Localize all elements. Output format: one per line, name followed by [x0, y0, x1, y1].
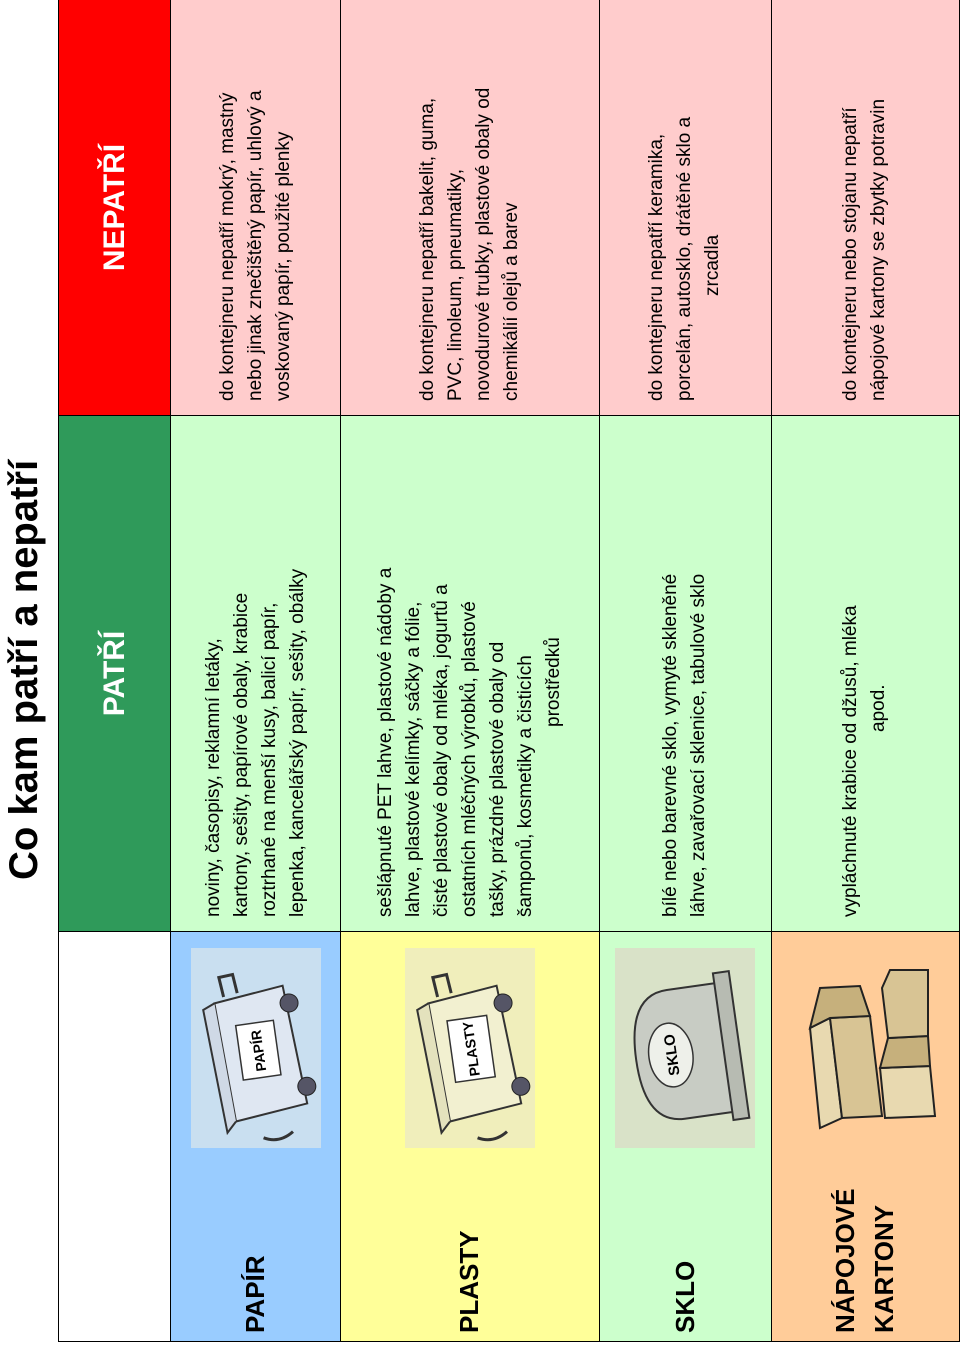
text-line: sešlápnuté PET lahve, plastové nádoby a [374, 567, 396, 917]
plastic-bin-icon [405, 948, 535, 1148]
not-belongs-cell-kartony [771, 0, 959, 416]
not-belongs-cell-sklo [599, 0, 771, 416]
row-kartony [771, 0, 959, 1342]
paper-bin-icon [191, 948, 321, 1148]
row-papir [171, 0, 341, 1342]
category-label: PAPÍR [240, 1255, 271, 1333]
recycling-table [58, 0, 960, 1342]
category-cell-papir [171, 932, 341, 1342]
text-line: nebo jinak znečištěný papír, uhlový a [244, 90, 266, 401]
belongs-cell-sklo [599, 416, 771, 932]
text-line: nápojové kartony se zbytky potravin [868, 98, 890, 401]
text-line: bílé nebo barevné sklo, vymyté skleněné [660, 573, 682, 917]
text-line: do kontejneru nepatří mokrý, mastný [216, 92, 238, 401]
carton-icon [790, 948, 940, 1148]
category-cell-kartony [771, 932, 959, 1342]
row-sklo [599, 0, 771, 1342]
bin-label-papir: PAPÍR [247, 1028, 269, 1073]
text-line: noviny, časopisy, reklamní letáky, [202, 638, 224, 917]
belongs-cell-papir [171, 416, 341, 932]
text-line: lahve, plastové kelímky, sáčky a fólie, [402, 601, 424, 917]
text-line: tašky, prázdné plastové obaly od [486, 641, 508, 917]
not-belongs-cell-plasty [341, 0, 599, 416]
text-line: láhve, zavařovací sklenice, tabulové sklo [688, 573, 710, 917]
page-title: Co kam patří a nepatří [2, 459, 46, 880]
header-belongs: PATŘÍ [59, 416, 171, 932]
category-label: NÁPOJOVÉ [830, 1188, 861, 1333]
text-line: šamponů, kosmetiky a čisticích [514, 655, 536, 917]
category-label: SKLO [669, 1260, 700, 1333]
text-line: ostatních mléčných výrobků, plastové [458, 601, 480, 917]
text-line: čisté plastové obaly od mléka, jogurtů a [430, 584, 452, 917]
text-line: zrcadla [702, 234, 724, 296]
text-line: kartony, sešity, papírové obaly, krabice [230, 592, 252, 917]
row-plasty [341, 0, 599, 1342]
not-belongs-cell-papir [171, 0, 341, 416]
text-line: roztrhané na menší kusy, balicí papír, [258, 602, 280, 917]
header-row [59, 0, 171, 1342]
text-line: novodurové trubky, plastové obaly od [472, 87, 494, 401]
text-line: voskovaný papír, použité plenky [272, 131, 294, 401]
bin-label-sklo: SKLO [661, 1033, 684, 1077]
category-label: PLASTY [454, 1230, 485, 1333]
text-line: apod. [868, 684, 890, 732]
text-line: chemikálií olejů a barev [500, 202, 522, 401]
header-empty-cell [59, 932, 171, 1342]
category-label: KARTONY [869, 1204, 900, 1333]
glass-bin-icon [615, 948, 755, 1148]
belongs-cell-kartony [771, 416, 959, 932]
text-line: prostředků [542, 637, 564, 727]
category-cell-plasty [341, 932, 599, 1342]
header-not-belongs: NEPATŘÍ [59, 0, 171, 416]
text-line: porcelán, autosklo, drátěné sklo a [674, 116, 696, 401]
text-line: vypláchnuté krabice od džusů, mléka [840, 605, 862, 917]
text-line: do kontejneru nebo stojanu nepatří [840, 107, 862, 401]
bin-label-plasty: PLASTY [459, 1020, 483, 1078]
text-line: do kontejneru nepatří keramika, [646, 133, 668, 401]
belongs-cell-plasty [341, 416, 599, 932]
category-cell-sklo [599, 932, 771, 1342]
text-line: PVC, linoleum, pneumatiky, [444, 169, 466, 401]
text-line: lepenka, kancelářský papír, sešity, obálky [286, 568, 308, 917]
text-line: do kontejneru nepatří bakelit, guma, [416, 97, 438, 401]
